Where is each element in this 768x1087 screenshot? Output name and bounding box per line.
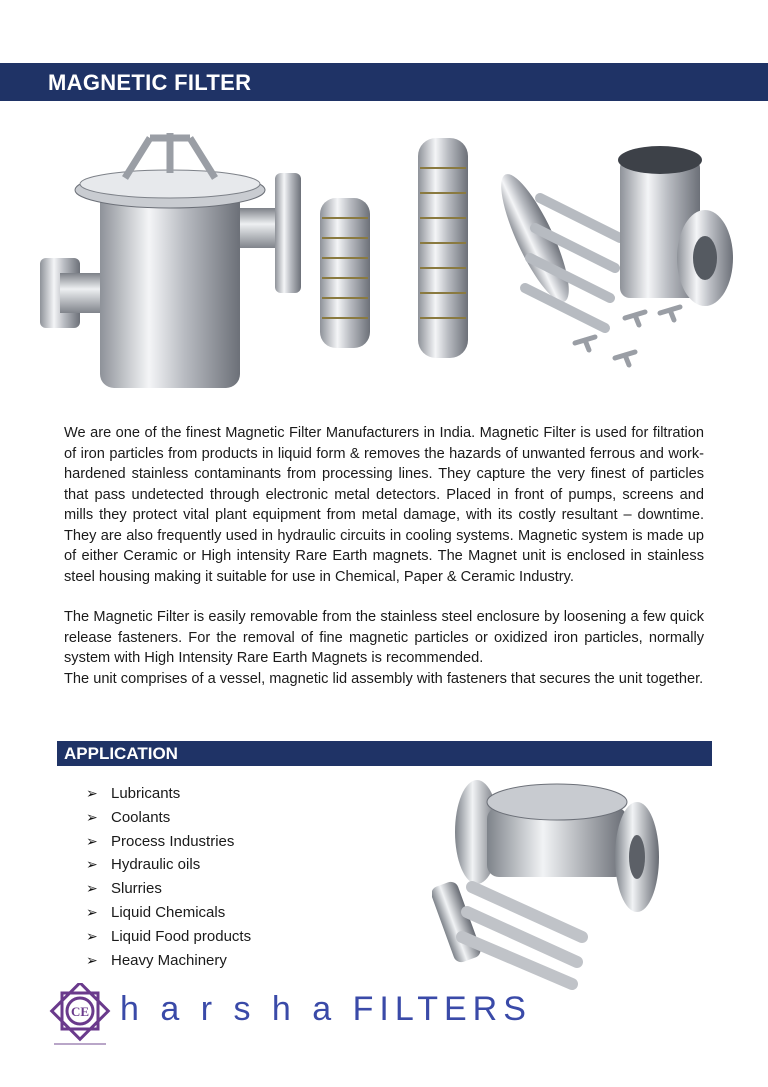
arrow-bullet-icon: ➢ <box>86 808 98 825</box>
arrow-bullet-icon: ➢ <box>86 832 98 849</box>
list-item: ➢ Process Industries <box>86 830 251 854</box>
description-paragraph-2: The Magnetic Filter is easily removable from the stainless steel enclosure by loosening a few quick release fasteners. For the removal of fine magnetic particles or oxidized iron particles, normally system with High Intensity Rare Earth Magnets is recommended. <box>64 609 704 666</box>
application-photo <box>432 772 672 992</box>
list-item: ➢ Liquid Chemicals <box>86 901 251 925</box>
list-item: ➢ Slurries <box>86 877 251 901</box>
logo-text: CE <box>70 1004 90 1019</box>
application-heading: APPLICATION <box>64 744 178 763</box>
list-item: ➢ Liquid Food products <box>86 925 251 949</box>
list-item: ➢ Hydraulic oils <box>86 853 251 877</box>
arrow-bullet-icon: ➢ <box>86 880 98 897</box>
open-filter-photo <box>489 146 733 365</box>
description-paragraph-3: The unit comprises of a vessel, magnetic lid assembly with fasteners that secures the unit together. <box>64 670 704 687</box>
arrow-bullet-icon: ➢ <box>86 927 98 944</box>
description-paragraph-1: We are one of the finest Magnetic Filter Manufacturers in India. Magnetic Filter is used for filtration of iron particles from products in liquid form & removes the hazards of unwanted ferrous and work-hardened stainless contaminants from processing lines. They capture the very finest of particles that pass undetected through electronic metal detectors. Placed in front of pumps, screens and mills they protect vital plant equipment from metal damage, with its costly resultant – downtime. They are also frequently used in hydraulic circuits in cooling systems. Magnetic system is made up of either Ceramic or High intensity Rare Earth magnets. The Magnet unit is enclosed in stainless steel housing making it suitable for use in Chemical, Paper & Ceramic Industry. <box>64 425 704 585</box>
arrow-bullet-icon: ➢ <box>86 856 98 873</box>
arrow-bullet-icon: ➢ <box>86 951 98 968</box>
arrow-bullet-icon: ➢ <box>86 785 98 801</box>
list-item: ➢ Lubricants <box>86 782 251 806</box>
arrow-bullet-icon: ➢ <box>86 903 98 920</box>
application-list <box>86 782 251 972</box>
magnetic-cartridge-photo <box>320 138 468 358</box>
brand-name: h a r s h a FILTERS <box>120 990 532 1028</box>
list-item: ➢ Heavy Machinery <box>86 949 251 973</box>
list-item: ➢ Coolants <box>86 806 251 830</box>
description-text <box>64 423 704 689</box>
filter-housing-photo <box>40 133 301 388</box>
product-photos <box>30 118 742 410</box>
harsha-logo-icon <box>48 983 118 1053</box>
page-title: MAGNETIC FILTER <box>48 70 252 95</box>
